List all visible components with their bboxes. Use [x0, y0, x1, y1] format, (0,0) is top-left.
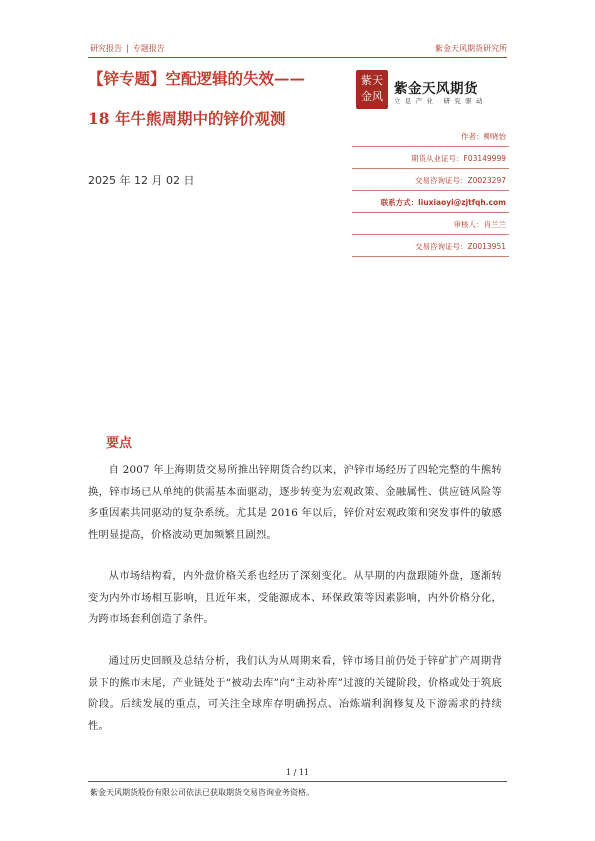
company-slogan: 立足产业 研究驱动: [394, 97, 487, 105]
reviewer: 审核人：肖兰兰: [453, 220, 506, 229]
contact-row: [352, 191, 509, 213]
footer-disclaimer: 紫金天风期货股份有限公司依法已获取期货交易咨询业务资格。: [90, 788, 314, 797]
author: 作者：柳晓怡: [461, 132, 506, 141]
report-type: [90, 43, 165, 54]
consult-license-row: [352, 169, 509, 191]
footer-divider: [88, 781, 507, 782]
company-name: 紫金天风期货: [394, 81, 478, 97]
reviewer-row: [352, 213, 509, 235]
paragraph: 通过历史回顾及总结分析，我们认为从周期来看，锌市场目前仍处于锌矿扩产周期背景下的熊市末尾，产业链处于“被动去库”向“主动补库”过渡的关键阶段，价格或处于筑底阶段。后续发展的重点，可关注全球库存明确拐点、冶炼端利润修复及下游需求的持续性。: [88, 655, 502, 732]
futures-license: 期货从业证号：F03149999: [411, 154, 506, 163]
logo-mark-text: 紫天金风: [361, 74, 383, 103]
company-logo-icon: [356, 70, 388, 109]
page-number: 1 / 11: [285, 768, 310, 777]
reviewer-license-row: [352, 235, 509, 257]
paragraph: 自 2007 年上海期货交易所推出锌期货合约以来，沪锌市场经历了四轮完整的牛熊转换，锌市场已从单纯的供需基本面驱动，逐步转变为宏观政策、金融属性、供应链风险等多重因素共同驱动的复杂系统。尤其是 2016 年以后，锌价对宏观政策和突发事件的敏感性明显提高，价格波动更加频繁且剧烈。: [88, 464, 502, 541]
institute-name: 紫金天风期货研究所: [435, 44, 507, 53]
reviewer-license: 交易咨询证号：Z0013951: [414, 242, 506, 251]
header-separator: |: [126, 44, 129, 53]
report-category: 研究报告: [90, 44, 122, 53]
report-title-line2: 18 年牛熊周期中的锌价观测: [88, 109, 286, 128]
report-date: 2025 年 12 月 02 日: [88, 174, 195, 187]
report-title-line1: 【锌专题】空配逻辑的失效——: [88, 69, 306, 88]
author-row: [352, 125, 509, 147]
contact-email[interactable]: 联系方式：liuxiaoyi@zjtfqh.com: [380, 198, 506, 207]
section-title: 要点: [106, 436, 133, 451]
consult-license: 交易咨询证号：Z0023297: [414, 176, 506, 185]
report-subcategory: 专题报告: [132, 44, 165, 53]
futures-license-row: [352, 147, 509, 169]
header-divider: [88, 57, 507, 58]
paragraph: 从市场结构看，内外盘价格关系也经历了深刻变化。从早期的内盘跟随外盘，逐渐转变为内外市场相互影响，且近年来，受能源成本、环保政策等因素影响，内外价格分化，为跨市场套利创造了条件。: [88, 570, 502, 625]
